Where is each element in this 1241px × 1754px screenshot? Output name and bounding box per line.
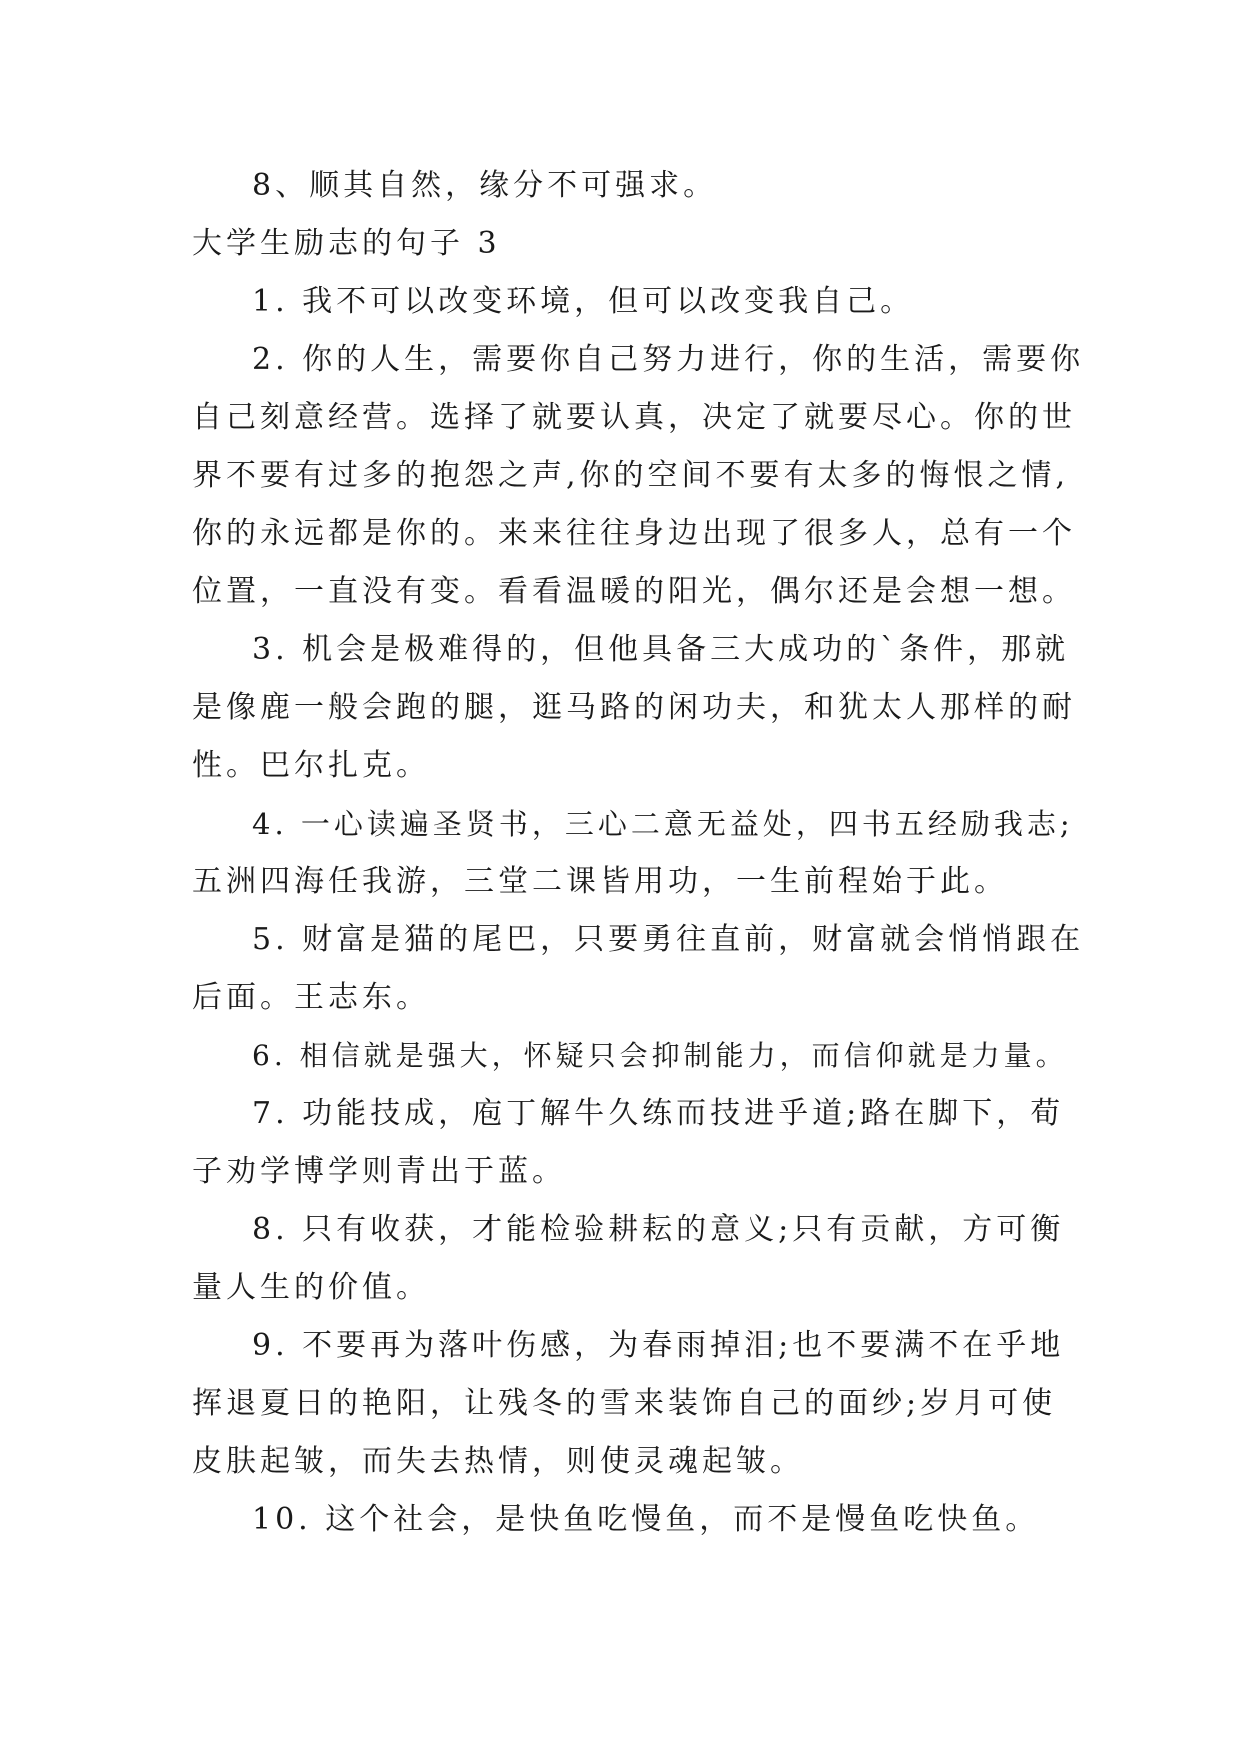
- text-line: 9. 不要再为落叶伤感，为春雨掉泪;也不要满不在乎地: [252, 1328, 1065, 1363]
- text-line: 7. 功能技成，庖丁解牛久练而技进乎道;路在脚下，荀: [252, 1096, 1065, 1131]
- text-line: 4. 一心读遍圣贤书，三心二意无益处，四书五经励我志;: [252, 807, 1074, 841]
- text-line: 10. 这个社会，是快鱼吃慢鱼，而不是慢鱼吃快鱼。: [252, 1502, 1040, 1537]
- text-line: 量人生的价值。: [192, 1270, 430, 1305]
- text-line: 8. 只有收获，才能检验耕耘的意义;只有贡献，方可衡: [252, 1212, 1065, 1247]
- text-line: 8、顺其自然，缘分不可强求。: [252, 168, 718, 203]
- text-line: 自己刻意经营。选择了就要认真，决定了就要尽心。你的世: [192, 400, 1076, 435]
- text-line: 6. 相信就是强大，怀疑只会抑制能力，而信仰就是力量。: [252, 1039, 1068, 1072]
- text-line: 是像鹿一般会跑的腿，逛马路的闲功夫，和犹太人那样的耐: [192, 690, 1076, 725]
- text-line: 界不要有过多的抱怨之声,你的空间不要有太多的悔恨之情,: [192, 458, 1070, 493]
- text-line: 挥退夏日的艳阳，让残冬的雪来装饰自己的面纱;岁月可使: [192, 1386, 1057, 1421]
- text-line: 你的永远都是你的。来来往往身边出现了很多人，总有一个: [192, 516, 1076, 551]
- text-line: 5. 财富是猫的尾巴，只要勇往直前，财富就会悄悄跟在: [252, 922, 1085, 957]
- text-line: 皮肤起皱，而失去热情，则使灵魂起皱。: [192, 1444, 804, 1479]
- text-line: 3. 机会是极难得的，但他具备三大成功的`条件，那就: [252, 632, 1070, 667]
- text-line: 位置，一直没有变。看看温暖的阳光，偶尔还是会想一想。: [192, 574, 1076, 609]
- document-body: [192, 157, 1085, 1549]
- text-line: 子劝学博学则青出于蓝。: [192, 1154, 566, 1189]
- text-line: 2. 你的人生，需要你自己努力进行，你的生活，需要你: [252, 342, 1085, 377]
- section-heading: 大学生励志的句子 3: [192, 226, 501, 261]
- text-line: 1. 我不可以改变环境，但可以改变我自己。: [252, 284, 915, 319]
- text-line: 五洲四海任我游，三堂二课皆用功，一生前程始于此。: [192, 864, 1008, 899]
- text-line: 后面。王志东。: [192, 980, 430, 1015]
- text-line: 性。巴尔扎克。: [192, 748, 430, 783]
